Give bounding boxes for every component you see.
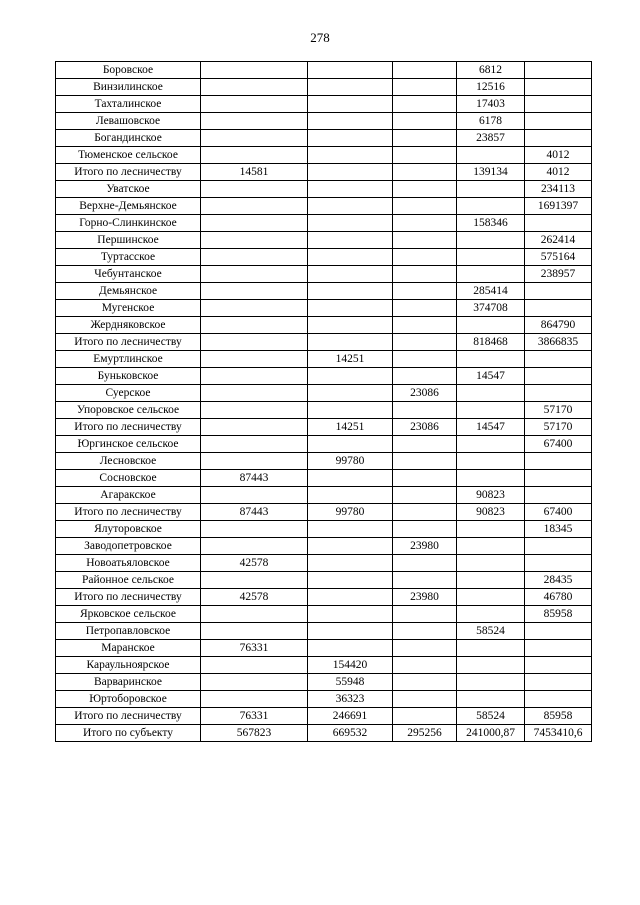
- value-cell: [308, 555, 393, 572]
- value-cell: [308, 181, 393, 198]
- value-cell: 6178: [457, 113, 525, 130]
- value-cell: [525, 62, 592, 79]
- value-cell: [201, 674, 308, 691]
- row-label-cell: Боровское: [56, 62, 201, 79]
- table-row: [56, 589, 592, 606]
- value-cell: [393, 606, 457, 623]
- table-row: [56, 79, 592, 96]
- value-cell: 295256: [393, 725, 457, 742]
- table-row: [56, 572, 592, 589]
- value-cell: [201, 317, 308, 334]
- value-cell: [201, 181, 308, 198]
- value-cell: [308, 487, 393, 504]
- value-cell: [201, 113, 308, 130]
- table-row: [56, 555, 592, 572]
- value-cell: 158346: [457, 215, 525, 232]
- value-cell: 14251: [308, 419, 393, 436]
- value-cell: [457, 317, 525, 334]
- value-cell: [201, 334, 308, 351]
- value-cell: [525, 215, 592, 232]
- value-cell: 18345: [525, 521, 592, 538]
- value-cell: [457, 181, 525, 198]
- value-cell: 14547: [457, 368, 525, 385]
- value-cell: 262414: [525, 232, 592, 249]
- value-cell: [393, 181, 457, 198]
- value-cell: 76331: [201, 640, 308, 657]
- value-cell: 23857: [457, 130, 525, 147]
- value-cell: 55948: [308, 674, 393, 691]
- table-row: [56, 453, 592, 470]
- row-label-cell: Итого по лесничеству: [56, 334, 201, 351]
- value-cell: [393, 623, 457, 640]
- value-cell: [525, 130, 592, 147]
- table-row: [56, 385, 592, 402]
- value-cell: [308, 640, 393, 657]
- value-cell: [308, 368, 393, 385]
- value-cell: [393, 402, 457, 419]
- value-cell: 99780: [308, 504, 393, 521]
- value-cell: 374708: [457, 300, 525, 317]
- table-row: [56, 623, 592, 640]
- row-label-cell: Мугенское: [56, 300, 201, 317]
- value-cell: 241000,87: [457, 725, 525, 742]
- value-cell: 76331: [201, 708, 308, 725]
- row-label-cell: Демьянское: [56, 283, 201, 300]
- value-cell: [201, 572, 308, 589]
- value-cell: [393, 79, 457, 96]
- row-label-cell: Горно-Слинкинское: [56, 215, 201, 232]
- value-cell: 154420: [308, 657, 393, 674]
- value-cell: [457, 249, 525, 266]
- value-cell: [201, 266, 308, 283]
- row-label-cell: Юртоборовское: [56, 691, 201, 708]
- value-cell: [457, 147, 525, 164]
- table-row: [56, 368, 592, 385]
- value-cell: [525, 487, 592, 504]
- value-cell: 669532: [308, 725, 393, 742]
- value-cell: 58524: [457, 623, 525, 640]
- value-cell: 234113: [525, 181, 592, 198]
- table-body: [56, 62, 592, 742]
- value-cell: [201, 538, 308, 555]
- value-cell: [201, 147, 308, 164]
- row-label-cell: Богандинское: [56, 130, 201, 147]
- value-cell: [393, 521, 457, 538]
- table-row: [56, 691, 592, 708]
- table-row: [56, 419, 592, 436]
- value-cell: [308, 436, 393, 453]
- value-cell: [201, 419, 308, 436]
- data-table: [55, 61, 592, 742]
- row-label-cell: Туртасское: [56, 249, 201, 266]
- value-cell: [525, 283, 592, 300]
- row-label-cell: Сосновское: [56, 470, 201, 487]
- value-cell: [393, 555, 457, 572]
- value-cell: 567823: [201, 725, 308, 742]
- value-cell: [201, 402, 308, 419]
- value-cell: [525, 538, 592, 555]
- value-cell: [201, 198, 308, 215]
- value-cell: [393, 113, 457, 130]
- value-cell: 23980: [393, 538, 457, 555]
- value-cell: [525, 368, 592, 385]
- value-cell: [457, 385, 525, 402]
- row-label-cell: Уватское: [56, 181, 201, 198]
- row-label-cell: Заводопетровское: [56, 538, 201, 555]
- value-cell: [308, 249, 393, 266]
- table-row: [56, 300, 592, 317]
- value-cell: 14547: [457, 419, 525, 436]
- page-number: 278: [310, 30, 330, 45]
- table-row: [56, 708, 592, 725]
- table-row: [56, 521, 592, 538]
- table-row: [56, 147, 592, 164]
- row-label-cell: Юргинское сельское: [56, 436, 201, 453]
- value-cell: 6812: [457, 62, 525, 79]
- row-label-cell: Итого по лесничеству: [56, 504, 201, 521]
- value-cell: [201, 232, 308, 249]
- value-cell: [457, 453, 525, 470]
- value-cell: [393, 266, 457, 283]
- row-label-cell: Итого по субъекту: [56, 725, 201, 742]
- value-cell: [201, 436, 308, 453]
- value-cell: 818468: [457, 334, 525, 351]
- row-label-cell: Ярковское сельское: [56, 606, 201, 623]
- table-row: [56, 351, 592, 368]
- row-label-cell: Итого по лесничеству: [56, 708, 201, 725]
- value-cell: 285414: [457, 283, 525, 300]
- value-cell: [393, 317, 457, 334]
- row-label-cell: Винзилинское: [56, 79, 201, 96]
- value-cell: 42578: [201, 589, 308, 606]
- table-row: [56, 317, 592, 334]
- value-cell: [201, 606, 308, 623]
- table-row: [56, 436, 592, 453]
- value-cell: [308, 96, 393, 113]
- value-cell: 575164: [525, 249, 592, 266]
- value-cell: [308, 113, 393, 130]
- table-row: [56, 606, 592, 623]
- value-cell: [201, 351, 308, 368]
- value-cell: [308, 538, 393, 555]
- value-cell: [457, 538, 525, 555]
- row-label-cell: Верхне-Демьянское: [56, 198, 201, 215]
- row-label-cell: Районное сельское: [56, 572, 201, 589]
- value-cell: [201, 453, 308, 470]
- value-cell: 12516: [457, 79, 525, 96]
- value-cell: [308, 402, 393, 419]
- value-cell: 57170: [525, 419, 592, 436]
- table-row: [56, 640, 592, 657]
- value-cell: [525, 470, 592, 487]
- table-row: [56, 249, 592, 266]
- table-row: [56, 725, 592, 742]
- table-row: [56, 198, 592, 215]
- value-cell: 85958: [525, 606, 592, 623]
- value-cell: 23086: [393, 385, 457, 402]
- value-cell: [393, 487, 457, 504]
- value-cell: [393, 470, 457, 487]
- value-cell: [393, 368, 457, 385]
- row-label-cell: Тюменское сельское: [56, 147, 201, 164]
- value-cell: [201, 215, 308, 232]
- value-cell: [308, 147, 393, 164]
- value-cell: 3866835: [525, 334, 592, 351]
- value-cell: [201, 62, 308, 79]
- table-row: [56, 674, 592, 691]
- value-cell: 67400: [525, 504, 592, 521]
- value-cell: [308, 164, 393, 181]
- value-cell: 58524: [457, 708, 525, 725]
- value-cell: [393, 351, 457, 368]
- value-cell: [308, 521, 393, 538]
- value-cell: [457, 351, 525, 368]
- value-cell: [201, 249, 308, 266]
- value-cell: [201, 691, 308, 708]
- value-cell: [525, 453, 592, 470]
- table-row: [56, 402, 592, 419]
- value-cell: [525, 79, 592, 96]
- table-row: [56, 181, 592, 198]
- value-cell: [308, 283, 393, 300]
- value-cell: 90823: [457, 487, 525, 504]
- value-cell: [201, 130, 308, 147]
- row-label-cell: Чебунтанское: [56, 266, 201, 283]
- value-cell: [308, 266, 393, 283]
- row-label-cell: Петропавловское: [56, 623, 201, 640]
- row-label-cell: Левашовское: [56, 113, 201, 130]
- value-cell: [525, 674, 592, 691]
- value-cell: 1691397: [525, 198, 592, 215]
- table-row: [56, 657, 592, 674]
- table-row: [56, 504, 592, 521]
- value-cell: [201, 385, 308, 402]
- value-cell: [308, 385, 393, 402]
- value-cell: 42578: [201, 555, 308, 572]
- value-cell: [393, 164, 457, 181]
- value-cell: 246691: [308, 708, 393, 725]
- value-cell: 87443: [201, 504, 308, 521]
- row-label-cell: Ялуторовское: [56, 521, 201, 538]
- value-cell: 23980: [393, 589, 457, 606]
- table-row: [56, 334, 592, 351]
- value-cell: 46780: [525, 589, 592, 606]
- value-cell: [457, 674, 525, 691]
- row-label-cell: Маранское: [56, 640, 201, 657]
- row-label-cell: Першинское: [56, 232, 201, 249]
- value-cell: [308, 79, 393, 96]
- value-cell: [457, 555, 525, 572]
- value-cell: [201, 623, 308, 640]
- value-cell: [393, 572, 457, 589]
- value-cell: [308, 130, 393, 147]
- value-cell: [457, 691, 525, 708]
- value-cell: [393, 147, 457, 164]
- value-cell: [457, 470, 525, 487]
- value-cell: [308, 317, 393, 334]
- table-row: [56, 215, 592, 232]
- value-cell: [393, 691, 457, 708]
- value-cell: [525, 113, 592, 130]
- value-cell: 67400: [525, 436, 592, 453]
- row-label-cell: Тахталинское: [56, 96, 201, 113]
- value-cell: 139134: [457, 164, 525, 181]
- row-label-cell: Лесновское: [56, 453, 201, 470]
- value-cell: [525, 385, 592, 402]
- table-row: [56, 164, 592, 181]
- value-cell: [393, 453, 457, 470]
- value-cell: [201, 487, 308, 504]
- value-cell: [525, 657, 592, 674]
- value-cell: [525, 300, 592, 317]
- value-cell: [525, 640, 592, 657]
- value-cell: [457, 436, 525, 453]
- value-cell: [308, 606, 393, 623]
- value-cell: [525, 555, 592, 572]
- value-cell: [457, 266, 525, 283]
- row-label-cell: Емуртлинское: [56, 351, 201, 368]
- value-cell: 90823: [457, 504, 525, 521]
- value-cell: 864790: [525, 317, 592, 334]
- table-row: [56, 232, 592, 249]
- row-label-cell: Упоровское сельское: [56, 402, 201, 419]
- value-cell: [308, 572, 393, 589]
- value-cell: [393, 130, 457, 147]
- value-cell: 28435: [525, 572, 592, 589]
- value-cell: [393, 674, 457, 691]
- value-cell: [201, 521, 308, 538]
- row-label-cell: Караульноярское: [56, 657, 201, 674]
- value-cell: [201, 79, 308, 96]
- row-label-cell: Итого по лесничеству: [56, 589, 201, 606]
- table-row: [56, 113, 592, 130]
- value-cell: [308, 589, 393, 606]
- table-row: [56, 487, 592, 504]
- row-label-cell: Итого по лесничеству: [56, 419, 201, 436]
- value-cell: [393, 62, 457, 79]
- value-cell: 7453410,6: [525, 725, 592, 742]
- value-cell: [525, 96, 592, 113]
- value-cell: [393, 215, 457, 232]
- table-row: [56, 538, 592, 555]
- table-row: [56, 130, 592, 147]
- value-cell: [525, 351, 592, 368]
- value-cell: 36323: [308, 691, 393, 708]
- value-cell: [525, 623, 592, 640]
- value-cell: [457, 572, 525, 589]
- value-cell: 23086: [393, 419, 457, 436]
- value-cell: [525, 691, 592, 708]
- value-cell: [393, 300, 457, 317]
- value-cell: [308, 300, 393, 317]
- value-cell: 99780: [308, 453, 393, 470]
- row-label-cell: Варваринское: [56, 674, 201, 691]
- value-cell: 17403: [457, 96, 525, 113]
- value-cell: [457, 657, 525, 674]
- value-cell: [393, 334, 457, 351]
- value-cell: 4012: [525, 147, 592, 164]
- value-cell: [393, 504, 457, 521]
- value-cell: 238957: [525, 266, 592, 283]
- value-cell: [457, 402, 525, 419]
- row-label-cell: Суерское: [56, 385, 201, 402]
- table-row: [56, 96, 592, 113]
- value-cell: [393, 657, 457, 674]
- value-cell: 57170: [525, 402, 592, 419]
- value-cell: [308, 62, 393, 79]
- value-cell: [201, 283, 308, 300]
- value-cell: [393, 96, 457, 113]
- value-cell: [308, 470, 393, 487]
- value-cell: 4012: [525, 164, 592, 181]
- value-cell: [457, 589, 525, 606]
- value-cell: [201, 300, 308, 317]
- row-label-cell: Жердняковское: [56, 317, 201, 334]
- value-cell: [393, 708, 457, 725]
- value-cell: 14251: [308, 351, 393, 368]
- row-label-cell: Итого по лесничеству: [56, 164, 201, 181]
- value-cell: [308, 198, 393, 215]
- value-cell: [201, 96, 308, 113]
- table-row: [56, 266, 592, 283]
- value-cell: [308, 232, 393, 249]
- table-row: [56, 283, 592, 300]
- value-cell: [308, 215, 393, 232]
- value-cell: [201, 657, 308, 674]
- value-cell: [457, 198, 525, 215]
- value-cell: [393, 283, 457, 300]
- value-cell: [457, 640, 525, 657]
- row-label-cell: Агаракское: [56, 487, 201, 504]
- value-cell: [457, 606, 525, 623]
- value-cell: [393, 232, 457, 249]
- table-row: [56, 470, 592, 487]
- value-cell: [457, 521, 525, 538]
- value-cell: [308, 334, 393, 351]
- value-cell: 87443: [201, 470, 308, 487]
- value-cell: [393, 249, 457, 266]
- row-label-cell: Буньковское: [56, 368, 201, 385]
- value-cell: [393, 640, 457, 657]
- value-cell: [201, 368, 308, 385]
- row-label-cell: Новоатьяловское: [56, 555, 201, 572]
- table-row: [56, 62, 592, 79]
- value-cell: 14581: [201, 164, 308, 181]
- value-cell: [457, 232, 525, 249]
- value-cell: 85958: [525, 708, 592, 725]
- value-cell: [393, 198, 457, 215]
- value-cell: [308, 623, 393, 640]
- value-cell: [393, 436, 457, 453]
